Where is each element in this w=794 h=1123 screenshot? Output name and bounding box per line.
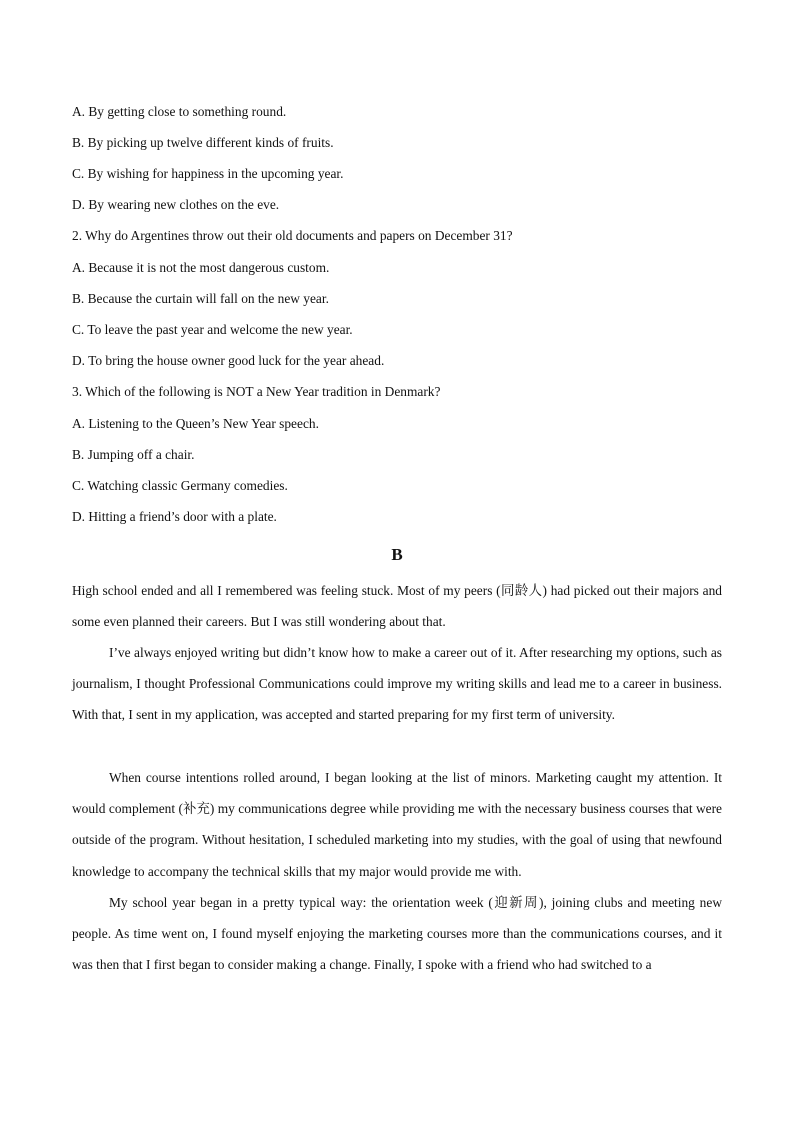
- q3-stem: 3. Which of the following is NOT a New Year tradition in Denmark?: [72, 384, 441, 399]
- section-heading: B: [391, 545, 403, 564]
- q2-option-c: C. To leave the past year and welcome the new year.: [72, 322, 353, 337]
- passage-paragraph-4: My school year began in a pretty typical way: the orientation week (迎新周), joining clubs and meeting new people. As time went on, I found myself enjoying the marketing courses more than the communications courses, and it was then that I first began to consider making a change. Finally, I spoke with a friend who had switched to a: [72, 895, 722, 973]
- q3-option-d: D. Hitting a friend’s door with a plate.: [72, 509, 277, 524]
- q2-stem: 2. Why do Argentines throw out their old documents and papers on December 31?: [72, 228, 513, 243]
- q1-option-b: B. By picking up twelve different kinds of fruits.: [72, 135, 334, 150]
- passage-paragraph-2: I’ve always enjoyed writing but didn’t know how to make a career out of it. After researching my options, such as journalism, I thought Professional Communications could improve my writing skills and lead me to a career in business. With that, I sent in my application, was accepted and started preparing for my first term of university.: [72, 645, 722, 723]
- passage-paragraph-1: High school ended and all I remembered was feeling stuck. Most of my peers (同龄人) had picked out their majors and some even planned their careers. But I was still wondering about that.: [72, 583, 722, 630]
- q1-option-a: A. By getting close to something round.: [72, 104, 287, 119]
- q3-option-b: B. Jumping off a chair.: [72, 447, 195, 462]
- passage-paragraph-3: When course intentions rolled around, I began looking at the list of minors. Marketing caught my attention. It would complement (补充) my communications degree while providing me with the necessary business courses that were outside of the program. Without hesitation, I scheduled marketing into my studies, with the goal of using that newfound knowledge to accompany the technical skills that my major would provide me with.: [72, 770, 722, 879]
- q3-option-c: C. Watching classic Germany comedies.: [72, 478, 288, 493]
- q1-option-c: C. By wishing for happiness in the upcoming year.: [72, 166, 344, 181]
- q2-option-a: A. Because it is not the most dangerous custom.: [72, 260, 330, 275]
- q1-option-d: D. By wearing new clothes on the eve.: [72, 197, 280, 212]
- q3-option-a: A. Listening to the Queen’s New Year speech.: [72, 416, 319, 431]
- q2-option-b: B. Because the curtain will fall on the new year.: [72, 291, 329, 306]
- q2-option-d: D. To bring the house owner good luck for the year ahead.: [72, 353, 385, 368]
